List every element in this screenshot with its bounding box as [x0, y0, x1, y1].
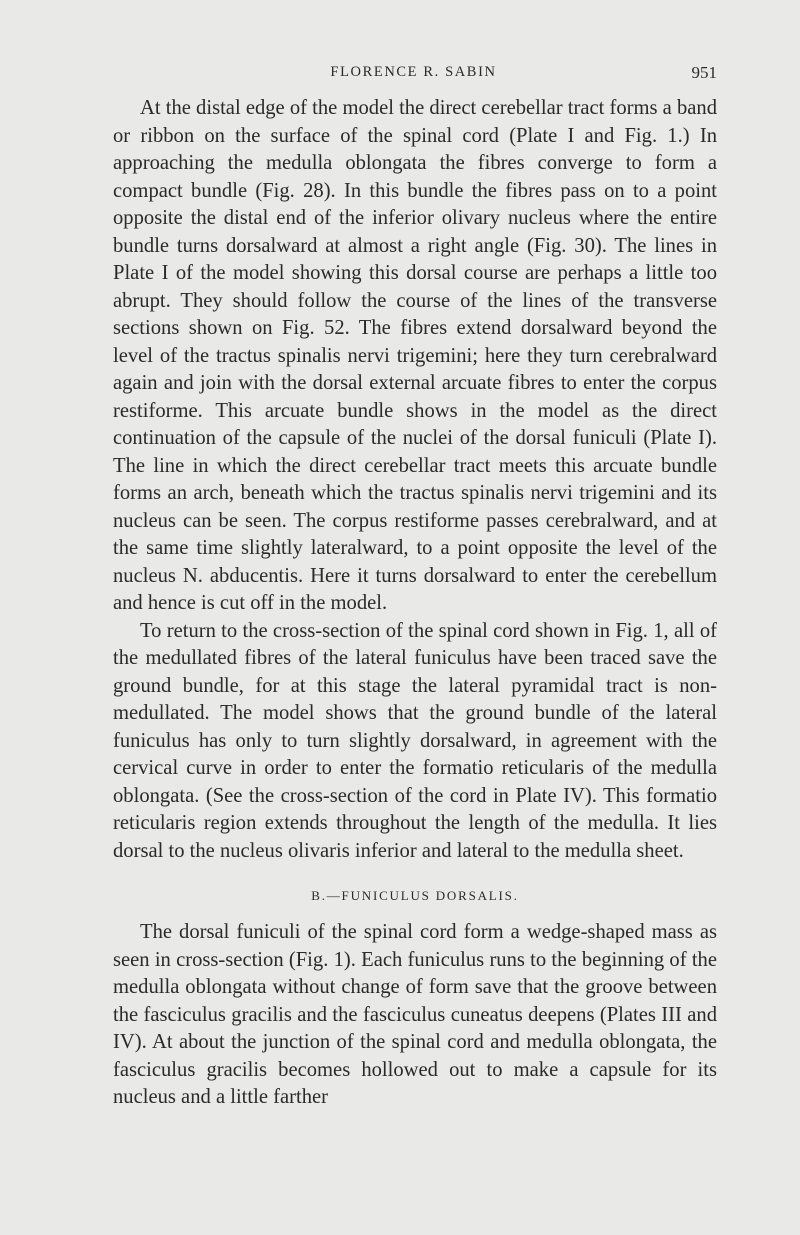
paragraph-lateral-funiculus: To return to the cross-section of the spinal cord shown in Fig. 1, all of the medullated fibres of the lateral funiculus have been traced save the ground bundle, for at this stage the lateral pyramidal tract is non-medullated. The model shows that the ground bundle of the lateral funiculus has only to turn slightly dorsalward, in agreement with the cervical curve in order to enter the formatio reticularis of the medulla oblongata. (See the cross-section of the cord in Plate IV). This formatio reticularis region extends throughout the length of the medulla. It lies dorsal to the nucleus olivaris inferior and lateral to the medulla sheet.: [113, 619, 717, 862]
page-header: [110, 64, 717, 86]
page-number: 951: [691, 63, 717, 82]
paragraph-direct-cerebellar-tract: At the distal edge of the model the direct cerebellar tract forms a band or ribbon on the surface of the spinal cord (Plate I and Fig. 1.) In approaching the medulla oblongata the fibres converge to form a compact bundle (Fig. 28). In this bundle the fibres pass on to a point opposite the distal end of the inferior olivary nucleus where the entire bundle turns dorsalward at almost a right angle (Fig. 30). The lines in Plate I of the model showing this dorsal course are perhaps a little too abrupt. They should follow the course of the lines of the transverse sections shown on Fig. 52. The fibres extend dorsalward beyond the level of the tractus spinalis nervi trigemini; here they turn cerebralward again and join with the dorsal external arcuate fibres to enter the corpus restiforme. This arcuate bundle shows in the model as the direct continuation of the capsule of the nuclei of the dorsal funiculi (Plate I). The line in which the direct cerebellar tract meets this arcuate bundle forms an arch, beneath which the tractus spinalis nervi trigemini and its nucleus can be seen. The corpus restiforme passes cerebralward, and at the same time slightly lateralward, to a point opposite the level of the nucleus N. abducentis. Here it turns dorsalward to enter the cerebellum and hence is cut off in the model.: [113, 97, 717, 614]
body-text: [113, 95, 717, 1112]
running-head: FLORENCE R. SABIN: [330, 64, 497, 80]
section-heading: B.—FUNICULUS DORSALIS.: [311, 888, 519, 903]
paragraph-dorsal-funiculi: The dorsal funiculi of the spinal cord form a wedge-shaped mass as seen in cross-section (Fig. 1). Each funiculus runs to the beginning of the medulla oblongata without change of form save that the groove between the fasciculus gracilis and the fasciculus cuneatus deepens (Plates III and IV). At about the junction of the spinal cord and medulla oblongata, the fasciculus gracilis becomes hollowed out to make a capsule for its nucleus and a little farther: [113, 921, 717, 1108]
